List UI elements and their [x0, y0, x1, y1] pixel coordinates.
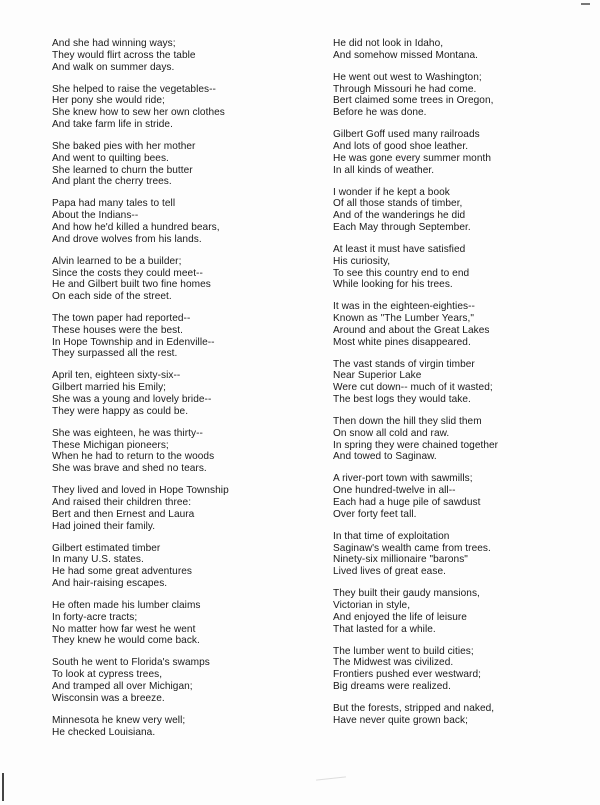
poem-line: In forty-acre tracts;: [52, 611, 138, 623]
poem-line: About the Indians--: [52, 210, 139, 222]
poem-line: And raised their children three:: [52, 497, 192, 508]
stanza: [333, 588, 595, 635]
poem-line: Alvin learned to be a builder;: [52, 255, 182, 267]
poem-line: In that time of exploitation: [333, 530, 450, 542]
stanza: [333, 703, 595, 727]
poem-line: On each side of the street.: [52, 291, 172, 303]
poem-line: And walk on summer days.: [52, 61, 175, 73]
stanza: [52, 715, 314, 739]
stanza: [333, 473, 595, 520]
poem-line: When he had to return to the woods: [52, 451, 215, 463]
stanza: [52, 370, 314, 417]
poem-line: Before he was done.: [333, 107, 427, 119]
poem-line: He checked Louisiana.: [52, 726, 156, 738]
poem-line: And enjoyed the life of leisure: [333, 611, 467, 623]
stanza: [333, 72, 595, 119]
poem-line: No matter how far west he went: [52, 623, 196, 635]
poem-line: These Michigan pioneers;: [52, 439, 169, 451]
poem-line: She helped to raise the vegetables--: [52, 83, 216, 95]
stanza: [333, 244, 595, 291]
poem-line: Victorian in style,: [333, 599, 411, 611]
stanza: [333, 531, 595, 578]
poem-line: These houses were the best.: [52, 324, 183, 336]
stanza: [52, 198, 314, 245]
poem-line: She knew how to sew her own clothes: [52, 107, 225, 119]
stanza: [52, 657, 314, 704]
poem-line: Near Superior Lake: [333, 370, 422, 382]
poem-line: Lived lives of great ease.: [333, 566, 446, 578]
poem-line: But the forests, stripped and naked,: [333, 702, 495, 714]
poem-line: The town paper had reported--: [52, 313, 191, 325]
poem-line: I wonder if he kept a book: [333, 186, 450, 198]
poem-line: The Midwest was civilized.: [333, 657, 454, 669]
poem-line: The vast stands of virgin timber: [333, 358, 475, 370]
poem-line: She was a young and lovely bride--: [52, 394, 212, 406]
poem-line: They knew he would come back.: [52, 635, 200, 647]
stanza: [52, 141, 314, 188]
poem-line: To see this country end to end: [333, 267, 470, 279]
poem-line: They would flirt across the table: [52, 49, 196, 61]
poem-line: He was gone every summer month: [333, 152, 492, 164]
poem-line: And of the wanderings he did: [333, 210, 466, 222]
poem-line: Known as "The Lumber Years,": [333, 313, 474, 325]
stanza: [333, 646, 595, 693]
poem-line: Bert and then Ernest and Laura: [52, 508, 195, 520]
poem-line: In Hope Township and in Edenville--: [52, 336, 215, 348]
poem-line: Big dreams were realized.: [333, 680, 451, 692]
poem-line: On snow all cold and raw.: [333, 427, 450, 439]
stanza: [52, 256, 314, 303]
poem-line: In all kinds of weather.: [333, 164, 435, 176]
poem-line: In many U.S. states.: [52, 554, 144, 566]
poem-line: And drove wolves from his lands.: [52, 233, 202, 245]
poem-line: At least it must have satisfied: [333, 243, 466, 255]
poem-line: Gilbert married his Emily;: [52, 382, 167, 394]
poem-line: Her pony she would ride;: [52, 95, 165, 107]
poem-line: Around and about the Great Lakes: [333, 324, 490, 336]
poem-line: Of all those stands of timber,: [333, 198, 463, 210]
stanza: [52, 38, 314, 73]
scan-mark-edge: [2, 773, 4, 801]
scan-smudge: [316, 776, 346, 780]
stanza: [52, 313, 314, 360]
stanza: [52, 543, 314, 590]
poem-line: He did not look in Idaho,: [333, 38, 444, 49]
poem-line: And lots of good shoe leather.: [333, 140, 469, 152]
poem-line: Bert claimed some trees in Oregon,: [333, 95, 494, 107]
poem-line: They lived and loved in Hope Township: [52, 485, 229, 497]
poem-line: It was in the eighteen-eighties--: [333, 301, 475, 313]
poem-line: Over forty feet tall.: [333, 508, 417, 520]
poem-line: He had some great adventures: [52, 566, 192, 578]
poem-line: She was eighteen, he was thirty--: [52, 427, 203, 439]
stanza: [333, 416, 595, 463]
poem-line: Since the costs they could meet--: [52, 267, 203, 279]
poem-line: To look at cypress trees,: [52, 669, 163, 681]
poem-line: Frontiers pushed ever westward;: [333, 669, 481, 681]
poem-line: Then down the hill they slid them: [333, 416, 482, 428]
poem-line: Most white pines disappeared.: [333, 336, 471, 348]
poem-line: Gilbert estimated timber: [52, 542, 161, 554]
stanza: [333, 129, 595, 176]
poem-line: Had joined their family.: [52, 520, 156, 532]
poem-line: And she had winning ways;: [52, 38, 176, 49]
poem-line: And tramped all over Michigan;: [52, 680, 193, 692]
poem-line: Papa had many tales to tell: [52, 198, 176, 210]
poem-line: Minnesota he knew very well;: [52, 714, 186, 726]
scan-mark-corner: [581, 3, 590, 5]
stanza: [333, 359, 595, 406]
stanza: [52, 428, 314, 475]
poem-column-left: [52, 38, 314, 748]
poem-line: While looking for his trees.: [333, 279, 453, 291]
poem-line: And somehow missed Montana.: [333, 49, 478, 61]
poem-line: His curiosity,: [333, 255, 391, 267]
poem-line: She was brave and shed no tears.: [52, 463, 207, 475]
poem-line: In spring they were chained together: [333, 439, 499, 451]
poem-line: Each May through September.: [333, 221, 471, 233]
stanza: [333, 301, 595, 348]
poem-line: And hair-raising escapes.: [52, 577, 168, 589]
poem-line: And how he'd killed a hundred bears,: [52, 221, 220, 233]
poem-line: They surpassed all the rest.: [52, 348, 178, 360]
poem-line: They were happy as could be.: [52, 405, 189, 417]
poem-column-right: [333, 38, 595, 737]
poem-line: Each had a huge pile of sawdust: [333, 497, 481, 508]
poem-line: She learned to churn the butter: [52, 164, 193, 176]
poem-line: One hundred-twelve in all--: [333, 485, 456, 497]
poem-line: Were cut down-- much of it wasted;: [333, 382, 493, 394]
poem-line: Through Missouri he had come.: [333, 83, 477, 95]
poem-line: They built their gaudy mansions,: [333, 588, 480, 600]
stanza: [52, 84, 314, 131]
poem-line: Saginaw's wealth came from trees.: [333, 542, 491, 554]
poem-line: The lumber went to build cities;: [333, 645, 474, 657]
poem-line: He went out west to Washington;: [333, 71, 482, 83]
stanza: [333, 187, 595, 234]
poem-line: The best logs they would take.: [333, 394, 471, 406]
poem-line: A river-port town with sawmills;: [333, 473, 473, 485]
poem-line: He often made his lumber claims: [52, 599, 201, 611]
poem-line: She baked pies with her mother: [52, 140, 196, 152]
poem-line: Gilbert Goff used many railroads: [333, 129, 480, 141]
poem-line: Wisconsin was a breeze.: [52, 692, 165, 704]
poem-line: April ten, eighteen sixty-six--: [52, 370, 181, 382]
poem-line: And towed to Saginaw.: [333, 451, 437, 463]
stanza: [333, 38, 595, 62]
poem-line: And plant the cherry trees.: [52, 176, 172, 188]
poem-line: South he went to Florida's swamps: [52, 657, 210, 669]
stanza: [52, 600, 314, 647]
poem-line: Have never quite grown back;: [333, 714, 468, 726]
poem-line: And went to quilting bees.: [52, 152, 169, 164]
stanza: [52, 485, 314, 532]
poem-line: Ninety-six millionaire "barons": [333, 554, 468, 566]
poem-line: That lasted for a while.: [333, 623, 436, 635]
poem-line: He and Gilbert built two fine homes: [52, 279, 211, 291]
poem-line: And take farm life in stride.: [52, 118, 173, 130]
